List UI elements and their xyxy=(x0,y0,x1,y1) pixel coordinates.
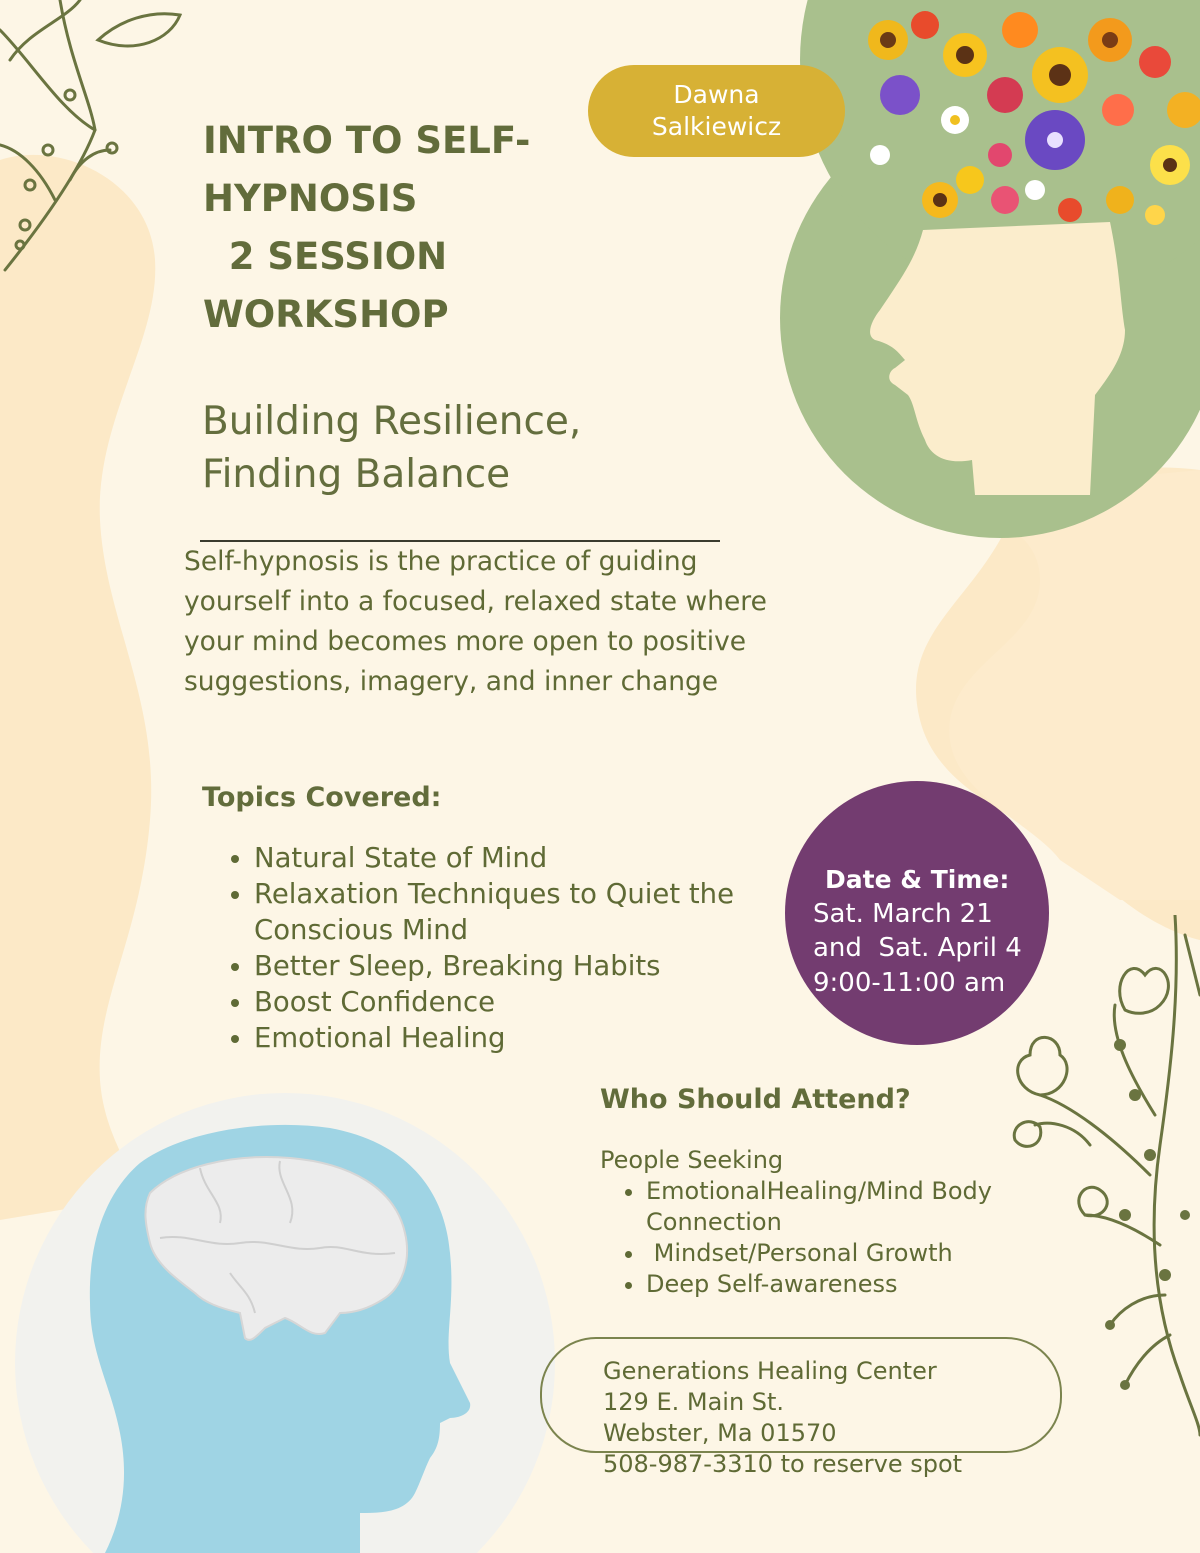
title-line-2: HYPNOSIS xyxy=(203,177,418,220)
subtitle xyxy=(202,395,702,501)
title-line-3: 2 SESSION xyxy=(203,235,448,278)
presenter-badge xyxy=(588,65,845,157)
topics-list xyxy=(202,840,762,1056)
venue-phone[interactable]: 508-987-3310 to reserve spot xyxy=(603,1450,963,1478)
attend-intro: People Seeking xyxy=(600,1146,784,1174)
title-line-1: INTRO TO SELF- xyxy=(203,119,531,162)
description-line-3: your mind becomes more open to positive xyxy=(184,626,747,657)
venue-city: Webster, Ma 01570 xyxy=(603,1419,837,1447)
page-title xyxy=(203,112,623,344)
attend-heading: Who Should Attend? xyxy=(600,1084,911,1115)
presenter-name: Dawna Salkiewicz xyxy=(651,80,782,141)
venue-info xyxy=(603,1356,962,1480)
attend-item: • Deep Self-awareness xyxy=(646,1269,1020,1300)
description-line-4: suggestions, imagery, and inner change xyxy=(184,666,719,697)
date-time-heading: Date & Time: xyxy=(825,865,1010,894)
puzzle-brain-head-photo xyxy=(0,1073,560,1553)
topic-item: • Emotional Healing xyxy=(254,1020,762,1056)
venue-street: 129 E. Main St. xyxy=(603,1388,785,1416)
title-line-4: WORKSHOP xyxy=(203,293,449,336)
date-time-circle xyxy=(785,781,1049,1045)
leaf-branch-icon xyxy=(0,0,190,290)
topic-item: • Relaxation Techniques to Quiet the Conscious Mind xyxy=(254,876,762,948)
topic-item: • Boost Confidence xyxy=(254,984,762,1020)
attend-item: • EmotionalHealing/Mind Body Connection xyxy=(646,1176,1020,1238)
topic-item: • Better Sleep, Breaking Habits xyxy=(254,948,762,984)
date-line-1: Sat. March 21 xyxy=(813,899,993,929)
description-line-1: Self-hypnosis is the practice of guiding xyxy=(184,546,698,577)
subtitle-line-1: Building Resilience, xyxy=(202,399,582,444)
topics-heading: Topics Covered: xyxy=(202,782,442,813)
subtitle-line-2: Finding Balance xyxy=(202,452,511,497)
attend-item: • Mindset/Personal Growth xyxy=(646,1238,1020,1269)
attend-list xyxy=(600,1176,1020,1300)
time-line: 9:00-11:00 am xyxy=(813,968,1006,998)
description xyxy=(184,542,884,702)
description-line-2: yourself into a focused, relaxed state where xyxy=(184,586,767,617)
topic-item: • Natural State of Mind xyxy=(254,840,762,876)
venue-name: Generations Healing Center xyxy=(603,1357,937,1385)
date-line-2: and Sat. April 4 xyxy=(813,933,1022,963)
